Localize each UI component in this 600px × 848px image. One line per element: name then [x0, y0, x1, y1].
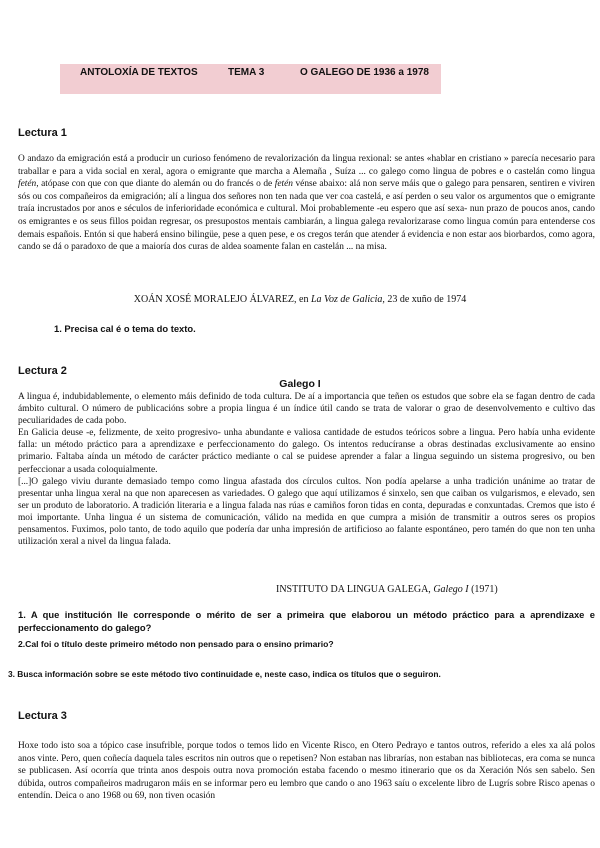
- lectura1-text: [18, 153, 595, 254]
- header-anthology: ANTOLOXÍA DE TEXTOS: [80, 67, 198, 78]
- lectura1-heading: Lectura 1: [18, 127, 67, 139]
- source-author: XOÁN XOSÉ MORALEJO ÁLVAREZ, en: [133, 294, 311, 305]
- header-theme: TEMA 3: [228, 67, 265, 78]
- lectura2-heading: Lectura 2: [18, 365, 67, 377]
- lectura2-paragraph: A lingua é, indubidablemente, o elemento máis definido de toda cultura. De aí a importancia que teñen os estudos que sobre ela se fagan dentro de cada ámbito cultural. O número de publicacións sobre a propia lingua é un índice útil cando se trata de valorar o grao de desenvolvemento e cultivo das peculiaridades de cada pobo.: [18, 392, 595, 427]
- lectura1-question1: 1. Precisa cal é o tema do texto.: [54, 323, 196, 334]
- source-date: 23 de xuño de 1974: [384, 294, 467, 305]
- header-period: O GALEGO DE 1936 a 1978: [300, 67, 429, 78]
- lectura2-paragraph: En Galicia deuse -e, felizmente, de xeito progresivo- unha abundante e valiosa cantidade de estudos teóricos sobre a lingua. Pero había unha evidente falla: un método práctico para a aprendizaxe e perfeccionamento do galego. Os intentos reducíranse a obras destinadas exclusivamente ao ensino primario. Faltaba aínda un método de carácter práctico mediante o cal se puidese aprender a falar a lingua seguindo un sistema progresivo, ou ben perfeccionar a usada coloquialmente.: [18, 428, 595, 475]
- lectura2-question2: 2.Cal foi o título deste primeiro método non pensado para o ensino primario?: [18, 639, 334, 649]
- source-publication: La Voz de Galicia,: [310, 294, 385, 305]
- lectura2-question3: 3. Busca información sobre se este método tivo continuidade e, neste caso, indica os títulos que o seguiron.: [8, 669, 441, 679]
- lectura1-text-part2: atópase con que con que diante do alemán ou do francés o de: [38, 179, 275, 190]
- lectura1-feten2: fetén: [274, 179, 293, 190]
- lectura2-title: Galego I: [279, 378, 321, 390]
- lectura2-text: [18, 391, 595, 548]
- lectura1-feten1: fetén,: [18, 179, 39, 190]
- lectura2-question1: 1. A que institución lle corresponde o mérito de ser a primeira que elaborou un método práctico para a aprendizaxe e perfeccionamento do galego?: [18, 609, 595, 633]
- lectura1-text-part3: vénse abaixo: alá non serve máis que o galego para pensaren, sentiren e viviren sós ou cos compañeiros da emigración; alí a lingua dos señores non ten nada que ver coa castelá, e así perden o seu valor os argumentos que o emigrante traía incrustados por anos e séculos de inferioridade económica e cultural. Moi probablemente -eu espero que así sexa- nun prazo de poucos anos, cando os emigrantes e os seus fillos poidan regresar, os presupostos mentais cambiarán, a lingua galega revalorizarase como lingua común para entenderse cos demais españois. Entón si que haberá ensino bilingüe, pese a quen pese, e os cregos terán que atender á evidencia e non estar aos biorbardos, como agora, cando se dá o paradoxo de que a maioría dos curas de aldea soamente falan en castelán ... na misa.: [18, 179, 595, 253]
- source-year: (1971): [468, 584, 498, 595]
- lectura2-paragraph: [...]O galego viviu durante demasiado tempo como lingua afastada dos círculos cultos. Non podía apelarse a unha tradición unánime ao tratar de presentar unha lingua xeral na que non aparecesen as variedades. O galego que aquí utilizamos é sinxelo, sen que caiban os vulgarismos, e elevado, sen ser un produto de laboratorio. A tradición literaria e a lingua falada nas rúas e camiños foron tidas en conta, depuradas e conxuntadas. Cremos que isto é moi importante. Unha lingua é un sistema de comunicación, válido na medida en que cumpra a misión de transmitir a outros seres os propios pensamentos. Fuximos, polo tanto, de todo aquilo que podería dar unha impresión de artificioso ao falante espontáneo, pero tamén do que non ten unha utilización xeral a nivel da lingua falada.: [18, 476, 595, 548]
- lectura2-source: [276, 584, 498, 595]
- lectura3-heading: Lectura 3: [18, 710, 67, 722]
- lectura3-text: Hoxe todo isto soa a tópico case insufrible, porque todos o temos lido en Vicente Risco, en Otero Pedrayo e tantos outros, referido a eles xa alá polos anos vinte. Pero, quen coñecía daquela tales escritos nin outros que o repetisen? Non estaban nas librarías, non estaban nas bibliotecas, era coma se nunca se publicasen. Así ocorría que trinta anos despois outra nova promoción estaba facendo o mesmo itinerario que os da Xeración Nós sen sabelo. Sen dúbida, outros compañeiros madrugaron máis en se informar pero eu lembro que cando o ano 1963 saíu o excelente libro de Lugrís sobre Risco apenas o entendín. Deica o ano 1968 ou 69, non tiven ocasión: [18, 741, 595, 802]
- source-institution: INSTITUTO DA LINGUA GALEGA,: [276, 584, 434, 595]
- lectura1-text-part1: O andazo da emigración está a producir un curioso fenómeno de revalorización da lingua rexional: se antes «hablar en cristiano » parecía necesario para traballar e para a vida social en xeral, agora o emigrante que marcha a Alemaña , Suíza ... co galego como lingua de pobres e o castelán como lingua: [18, 154, 595, 177]
- source-book: Galego I: [433, 584, 469, 595]
- lectura1-source: [0, 294, 600, 305]
